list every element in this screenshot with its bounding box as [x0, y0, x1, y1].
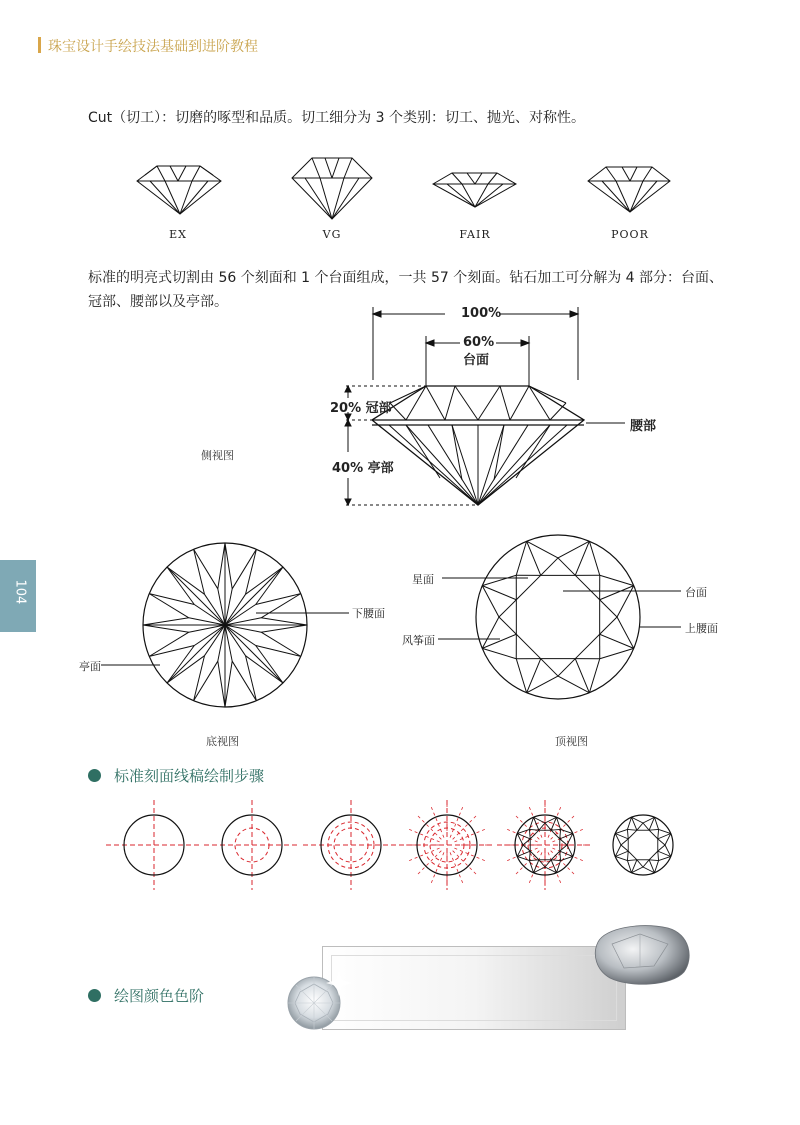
table-facet-label: 台面	[685, 586, 707, 599]
cut-paragraph: Cut（切工）：切磨的啄型和品质。切工细分为 3 个类别：切工、抛光、对称性。	[88, 110, 585, 126]
steps-section-title: 标准刻面线稿绘制步骤	[114, 767, 265, 785]
brilliant-gem-photo	[288, 970, 352, 1029]
table-width-label: 60%	[463, 335, 495, 350]
page-number: 104	[12, 579, 28, 605]
rough-diamond-photo	[595, 926, 689, 985]
cut-grade-label: POOR	[611, 228, 649, 241]
cut-grade-label: VG	[322, 228, 342, 241]
upper-girdle-label: 上腰面	[685, 622, 718, 635]
bottom-view-caption: 底视图	[206, 735, 239, 748]
colors-section-title: 绘图颜色色阶	[114, 987, 205, 1005]
header-title: 珠宝设计手绘技法基础到进阶教程	[48, 39, 258, 55]
side-view-caption: 侧视图	[201, 449, 234, 462]
lower-girdle-label: 下腰面	[352, 607, 385, 620]
table-label: 台面	[463, 353, 490, 368]
pavilion-facet-label: 亭面	[79, 660, 101, 673]
girdle-label: 腰部	[630, 419, 657, 434]
star-facet-label: 星面	[412, 573, 434, 586]
pavilion-label: 40% 亭部	[332, 461, 394, 476]
crown-label: 20% 冠部	[330, 401, 392, 416]
cut-grade-label: EX	[169, 228, 187, 241]
kite-facet-label: 风筝面	[402, 634, 435, 647]
width-label: 100%	[461, 306, 502, 321]
brilliant-cut-paragraph: 标准的明亮式切割由 56 个刻面和 1 个台面组成，一共 57 个刻面。钻石加工可分解为 4 部分：台面、冠部、腰部以及亭部。	[88, 270, 724, 310]
top-view-caption: 顶视图	[555, 735, 588, 748]
cut-grade-label: FAIR	[459, 228, 491, 241]
